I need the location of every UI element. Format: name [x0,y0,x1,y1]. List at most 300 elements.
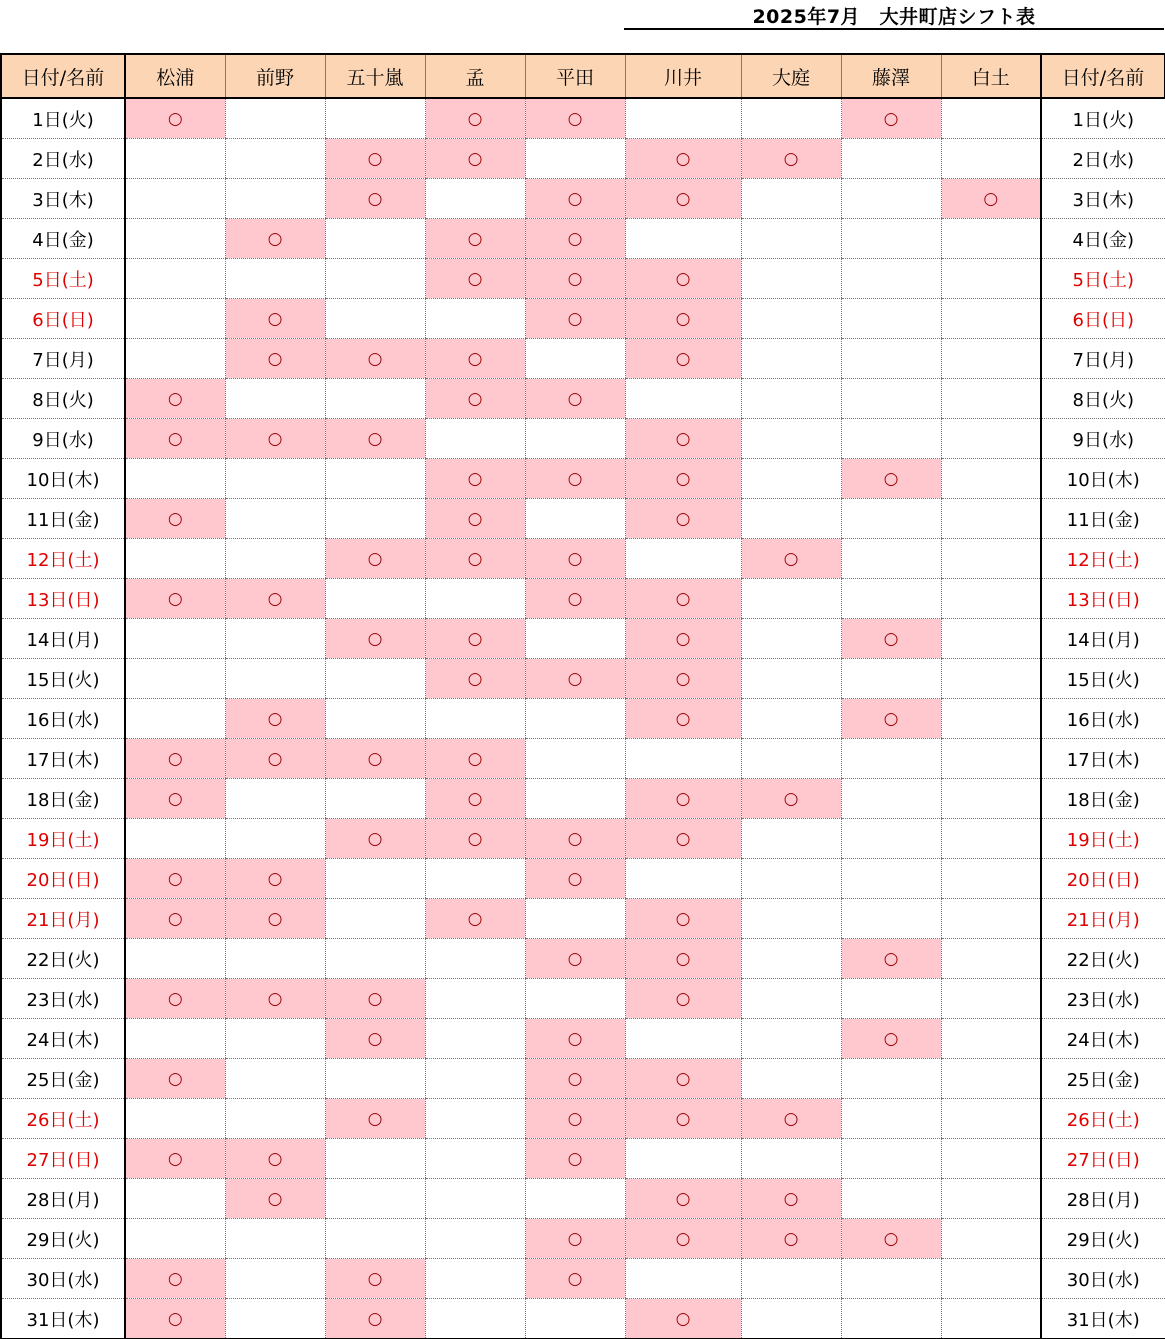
shift-cell[interactable] [625,459,741,499]
shift-cell[interactable] [225,259,325,299]
shift-cell[interactable] [425,499,525,539]
shift-cell[interactable] [325,539,425,579]
shift-cell[interactable] [741,98,841,139]
shift-cell[interactable] [125,299,225,339]
shift-cell[interactable] [425,1259,525,1299]
shift-cell[interactable] [841,699,941,739]
shift-cell[interactable] [225,1259,325,1299]
shift-cell[interactable] [325,179,425,219]
shift-cell[interactable] [941,459,1041,499]
shift-cell[interactable] [425,939,525,979]
date-cell-right: 1日(火) [1041,98,1165,139]
shift-cell[interactable] [841,419,941,459]
shift-cell[interactable] [741,299,841,339]
shift-cell[interactable] [125,619,225,659]
shift-cell[interactable] [741,139,841,179]
shift-cell[interactable] [941,259,1041,299]
shift-cell[interactable] [325,1299,425,1339]
shift-cell[interactable] [941,1059,1041,1099]
shift-cell[interactable] [325,979,425,1019]
shift-cell[interactable] [841,259,941,299]
shift-mark: ○ [567,389,583,409]
shift-cell[interactable] [125,699,225,739]
shift-cell[interactable] [125,219,225,259]
shift-cell[interactable] [625,699,741,739]
shift-cell[interactable] [225,499,325,539]
shift-cell[interactable] [325,1099,425,1139]
shift-cell[interactable] [425,179,525,219]
shift-cell[interactable] [741,1139,841,1179]
shift-cell[interactable] [325,419,425,459]
shift-cell[interactable] [941,1259,1041,1299]
shift-cell[interactable] [325,1259,425,1299]
shift-cell[interactable] [841,779,941,819]
shift-cell[interactable] [625,179,741,219]
shift-mark: ○ [367,1269,383,1289]
shift-cell[interactable] [841,539,941,579]
shift-cell[interactable] [125,1299,225,1339]
shift-cell[interactable] [225,1099,325,1139]
shift-cell[interactable] [741,219,841,259]
shift-cell[interactable] [225,339,325,379]
shift-cell[interactable] [941,579,1041,619]
shift-cell[interactable] [841,819,941,859]
shift-cell[interactable] [941,339,1041,379]
shift-cell[interactable] [325,299,425,339]
shift-cell[interactable] [525,1099,625,1139]
shift-cell[interactable] [325,139,425,179]
shift-cell[interactable] [841,979,941,1019]
shift-cell[interactable] [125,939,225,979]
shift-cell[interactable] [425,1099,525,1139]
shift-cell[interactable] [525,819,625,859]
shift-cell[interactable] [125,259,225,299]
shift-cell[interactable] [525,699,625,739]
shift-cell[interactable] [941,1299,1041,1339]
shift-cell[interactable] [941,499,1041,539]
shift-cell[interactable] [625,139,741,179]
shift-cell[interactable] [125,779,225,819]
shift-cell[interactable] [625,259,741,299]
shift-cell[interactable] [525,98,625,139]
shift-cell[interactable] [841,939,941,979]
shift-cell[interactable] [941,699,1041,739]
shift-cell[interactable] [841,98,941,139]
shift-cell[interactable] [225,419,325,459]
shift-cell[interactable] [425,1179,525,1219]
shift-cell[interactable] [425,539,525,579]
shift-mark: ○ [167,1069,183,1089]
shift-cell[interactable] [125,1059,225,1099]
shift-cell[interactable] [625,1179,741,1219]
shift-cell[interactable] [625,979,741,1019]
shift-cell[interactable] [425,659,525,699]
shift-cell[interactable] [525,219,625,259]
shift-mark: ○ [467,269,483,289]
shift-cell[interactable] [425,1299,525,1339]
shift-cell[interactable] [225,1059,325,1099]
shift-cell[interactable] [625,859,741,899]
shift-cell[interactable] [625,1139,741,1179]
shift-cell[interactable] [425,1219,525,1259]
date-cell-left: 1日(火) [1,98,125,139]
shift-cell[interactable] [625,739,741,779]
shift-cell[interactable] [625,1059,741,1099]
shift-cell[interactable] [841,619,941,659]
shift-cell[interactable] [941,779,1041,819]
shift-cell[interactable] [941,139,1041,179]
shift-cell[interactable] [125,899,225,939]
shift-cell[interactable] [525,1219,625,1259]
shift-cell[interactable] [125,579,225,619]
shift-cell[interactable] [625,899,741,939]
shift-cell[interactable] [325,259,425,299]
shift-cell[interactable] [525,139,625,179]
shift-cell[interactable] [125,179,225,219]
table-row [1,899,1165,939]
shift-cell[interactable] [525,979,625,1019]
shift-cell[interactable] [325,859,425,899]
shift-cell[interactable] [525,659,625,699]
shift-cell[interactable] [741,739,841,779]
shift-cell[interactable] [841,339,941,379]
shift-cell[interactable] [741,619,841,659]
shift-cell[interactable] [525,1019,625,1059]
shift-cell[interactable] [741,539,841,579]
shift-cell[interactable] [741,659,841,699]
shift-cell[interactable] [325,1059,425,1099]
shift-cell[interactable] [841,299,941,339]
shift-cell[interactable] [225,739,325,779]
shift-cell[interactable] [225,1019,325,1059]
shift-cell[interactable] [941,299,1041,339]
shift-cell[interactable] [941,859,1041,899]
shift-cell[interactable] [425,859,525,899]
shift-cell[interactable] [325,939,425,979]
shift-cell[interactable] [941,98,1041,139]
shift-cell[interactable] [425,339,525,379]
shift-cell[interactable] [225,459,325,499]
shift-cell[interactable] [425,98,525,139]
shift-cell[interactable] [325,219,425,259]
shift-cell[interactable] [525,579,625,619]
date-cell-right: 14日(月) [1041,619,1165,659]
shift-cell[interactable] [225,179,325,219]
shift-cell[interactable] [225,219,325,259]
shift-cell[interactable] [625,819,741,859]
shift-cell[interactable] [425,1139,525,1179]
shift-cell[interactable] [225,819,325,859]
shift-cell[interactable] [125,739,225,779]
shift-cell[interactable] [525,539,625,579]
shift-cell[interactable] [841,1139,941,1179]
shift-cell[interactable] [425,219,525,259]
shift-cell[interactable] [741,379,841,419]
shift-cell[interactable] [625,339,741,379]
shift-mark: ○ [467,469,483,489]
shift-cell[interactable] [625,499,741,539]
shift-cell[interactable] [125,1019,225,1059]
shift-cell[interactable] [325,819,425,859]
shift-cell[interactable] [225,899,325,939]
shift-cell[interactable] [125,499,225,539]
shift-cell[interactable] [425,619,525,659]
shift-cell[interactable] [125,979,225,1019]
shift-cell[interactable] [941,1019,1041,1059]
shift-cell[interactable] [841,1299,941,1339]
shift-cell[interactable] [325,619,425,659]
date-cell-left: 25日(金) [1,1059,125,1099]
shift-cell[interactable] [225,779,325,819]
shift-cell[interactable] [525,939,625,979]
shift-cell[interactable] [941,739,1041,779]
shift-cell[interactable] [625,1099,741,1139]
shift-cell[interactable] [625,1259,741,1299]
shift-cell[interactable] [325,699,425,739]
shift-cell[interactable] [741,1299,841,1339]
shift-cell[interactable] [741,1179,841,1219]
shift-cell[interactable] [625,939,741,979]
shift-cell[interactable] [325,1019,425,1059]
shift-cell[interactable] [225,539,325,579]
shift-cell[interactable] [225,939,325,979]
shift-cell[interactable] [741,699,841,739]
shift-cell[interactable] [741,819,841,859]
shift-cell[interactable] [625,98,741,139]
table-row [1,579,1165,619]
shift-cell[interactable] [941,939,1041,979]
shift-cell[interactable] [325,379,425,419]
shift-cell[interactable] [625,779,741,819]
shift-cell[interactable] [525,179,625,219]
shift-cell[interactable] [625,659,741,699]
shift-cell[interactable] [941,539,1041,579]
shift-cell[interactable] [325,739,425,779]
shift-cell[interactable] [841,459,941,499]
shift-cell[interactable] [225,699,325,739]
shift-cell[interactable] [425,299,525,339]
shift-cell[interactable] [425,899,525,939]
shift-cell[interactable] [525,1299,625,1339]
shift-cell[interactable] [941,619,1041,659]
date-cell-right: 28日(月) [1041,1179,1165,1219]
shift-cell[interactable] [625,419,741,459]
shift-cell[interactable] [741,939,841,979]
shift-cell[interactable] [941,819,1041,859]
shift-cell[interactable] [125,1259,225,1299]
shift-cell[interactable] [225,579,325,619]
shift-cell[interactable] [625,299,741,339]
shift-cell[interactable] [225,1179,325,1219]
shift-cell[interactable] [525,1139,625,1179]
shift-cell[interactable] [741,579,841,619]
shift-cell[interactable] [225,379,325,419]
shift-cell[interactable] [425,819,525,859]
date-cell-left: 21日(月) [1,899,125,939]
shift-cell[interactable] [225,979,325,1019]
shift-cell[interactable] [525,1059,625,1099]
shift-cell[interactable] [225,859,325,899]
shift-cell[interactable] [325,659,425,699]
shift-cell[interactable] [125,1139,225,1179]
shift-cell[interactable] [941,659,1041,699]
shift-cell[interactable] [941,979,1041,1019]
shift-cell[interactable] [741,1099,841,1139]
shift-cell[interactable] [941,899,1041,939]
shift-cell[interactable] [525,1179,625,1219]
shift-cell[interactable] [841,859,941,899]
shift-cell[interactable] [525,339,625,379]
shift-cell[interactable] [941,179,1041,219]
shift-cell[interactable] [425,579,525,619]
shift-cell[interactable] [841,179,941,219]
shift-mark: ○ [167,909,183,929]
shift-cell[interactable] [125,1179,225,1219]
shift-cell[interactable] [841,739,941,779]
shift-cell[interactable] [841,1219,941,1259]
shift-cell[interactable] [625,579,741,619]
shift-cell[interactable] [841,219,941,259]
shift-cell[interactable] [325,1219,425,1259]
shift-cell[interactable] [525,259,625,299]
shift-cell[interactable] [741,459,841,499]
shift-cell[interactable] [325,499,425,539]
shift-cell[interactable] [425,139,525,179]
shift-cell[interactable] [625,619,741,659]
shift-cell[interactable] [941,1099,1041,1139]
shift-cell[interactable] [741,1219,841,1259]
shift-cell[interactable] [425,1019,525,1059]
shift-cell[interactable] [225,619,325,659]
shift-mark: ○ [567,469,583,489]
shift-cell[interactable] [741,419,841,459]
shift-cell[interactable] [625,1019,741,1059]
shift-mark: ○ [467,829,483,849]
shift-cell[interactable] [125,659,225,699]
shift-cell[interactable] [741,259,841,299]
shift-cell[interactable] [941,219,1041,259]
shift-cell[interactable] [125,379,225,419]
shift-cell[interactable] [525,739,625,779]
shift-cell[interactable] [325,579,425,619]
shift-cell[interactable] [125,139,225,179]
shift-cell[interactable] [125,1099,225,1139]
shift-cell[interactable] [841,379,941,419]
shift-cell[interactable] [125,419,225,459]
shift-cell[interactable] [625,219,741,259]
shift-cell[interactable] [625,1219,741,1259]
shift-cell[interactable] [125,859,225,899]
shift-table [0,53,1165,1339]
shift-cell[interactable] [525,499,625,539]
date-cell-right: 21日(月) [1041,899,1165,939]
shift-cell[interactable] [225,299,325,339]
shift-cell[interactable] [325,779,425,819]
shift-cell[interactable] [325,339,425,379]
shift-cell[interactable] [941,419,1041,459]
shift-cell[interactable] [525,459,625,499]
shift-cell[interactable] [741,779,841,819]
shift-mark: ○ [467,629,483,649]
shift-cell[interactable] [325,899,425,939]
shift-cell[interactable] [841,579,941,619]
shift-cell[interactable] [525,899,625,939]
shift-cell[interactable] [741,499,841,539]
shift-cell[interactable] [425,259,525,299]
shift-cell[interactable] [525,299,625,339]
shift-cell[interactable] [225,1219,325,1259]
shift-cell[interactable] [125,1219,225,1259]
shift-cell[interactable] [741,979,841,1019]
shift-cell[interactable] [225,659,325,699]
shift-cell[interactable] [125,459,225,499]
shift-cell[interactable] [225,139,325,179]
shift-cell[interactable] [841,139,941,179]
shift-cell[interactable] [425,779,525,819]
shift-cell[interactable] [325,1179,425,1219]
shift-cell[interactable] [841,1179,941,1219]
shift-cell[interactable] [525,859,625,899]
shift-cell[interactable] [425,379,525,419]
shift-cell[interactable] [425,739,525,779]
table-row [1,779,1165,819]
shift-cell[interactable] [841,499,941,539]
shift-cell[interactable] [841,1059,941,1099]
shift-cell[interactable] [741,1259,841,1299]
shift-cell[interactable] [741,339,841,379]
shift-cell[interactable] [125,819,225,859]
shift-cell[interactable] [125,98,225,139]
shift-cell[interactable] [741,179,841,219]
shift-cell[interactable] [841,1259,941,1299]
shift-cell[interactable] [941,1219,1041,1259]
shift-cell[interactable] [325,459,425,499]
shift-cell[interactable] [325,1139,425,1179]
shift-cell[interactable] [525,779,625,819]
shift-cell[interactable] [841,1099,941,1139]
shift-cell[interactable] [525,379,625,419]
shift-cell[interactable] [325,98,425,139]
shift-cell[interactable] [741,1019,841,1059]
shift-cell[interactable] [741,1059,841,1099]
shift-cell[interactable] [741,859,841,899]
shift-cell[interactable] [841,899,941,939]
shift-cell[interactable] [225,98,325,139]
shift-cell[interactable] [525,619,625,659]
shift-cell[interactable] [225,1299,325,1339]
shift-cell[interactable] [125,339,225,379]
shift-cell[interactable] [425,979,525,1019]
shift-cell[interactable] [225,1139,325,1179]
shift-cell[interactable] [425,459,525,499]
shift-cell[interactable] [525,419,625,459]
shift-cell[interactable] [425,419,525,459]
shift-cell[interactable] [941,1139,1041,1179]
shift-cell[interactable] [941,379,1041,419]
header-staff: 松浦 [125,54,225,98]
shift-cell[interactable] [625,539,741,579]
shift-cell[interactable] [125,539,225,579]
shift-cell[interactable] [941,1179,1041,1219]
shift-cell[interactable] [625,1299,741,1339]
shift-cell[interactable] [841,1019,941,1059]
shift-cell[interactable] [841,659,941,699]
shift-cell[interactable] [741,899,841,939]
shift-cell[interactable] [625,379,741,419]
shift-cell[interactable] [425,1059,525,1099]
shift-cell[interactable] [525,1259,625,1299]
shift-cell[interactable] [425,699,525,739]
